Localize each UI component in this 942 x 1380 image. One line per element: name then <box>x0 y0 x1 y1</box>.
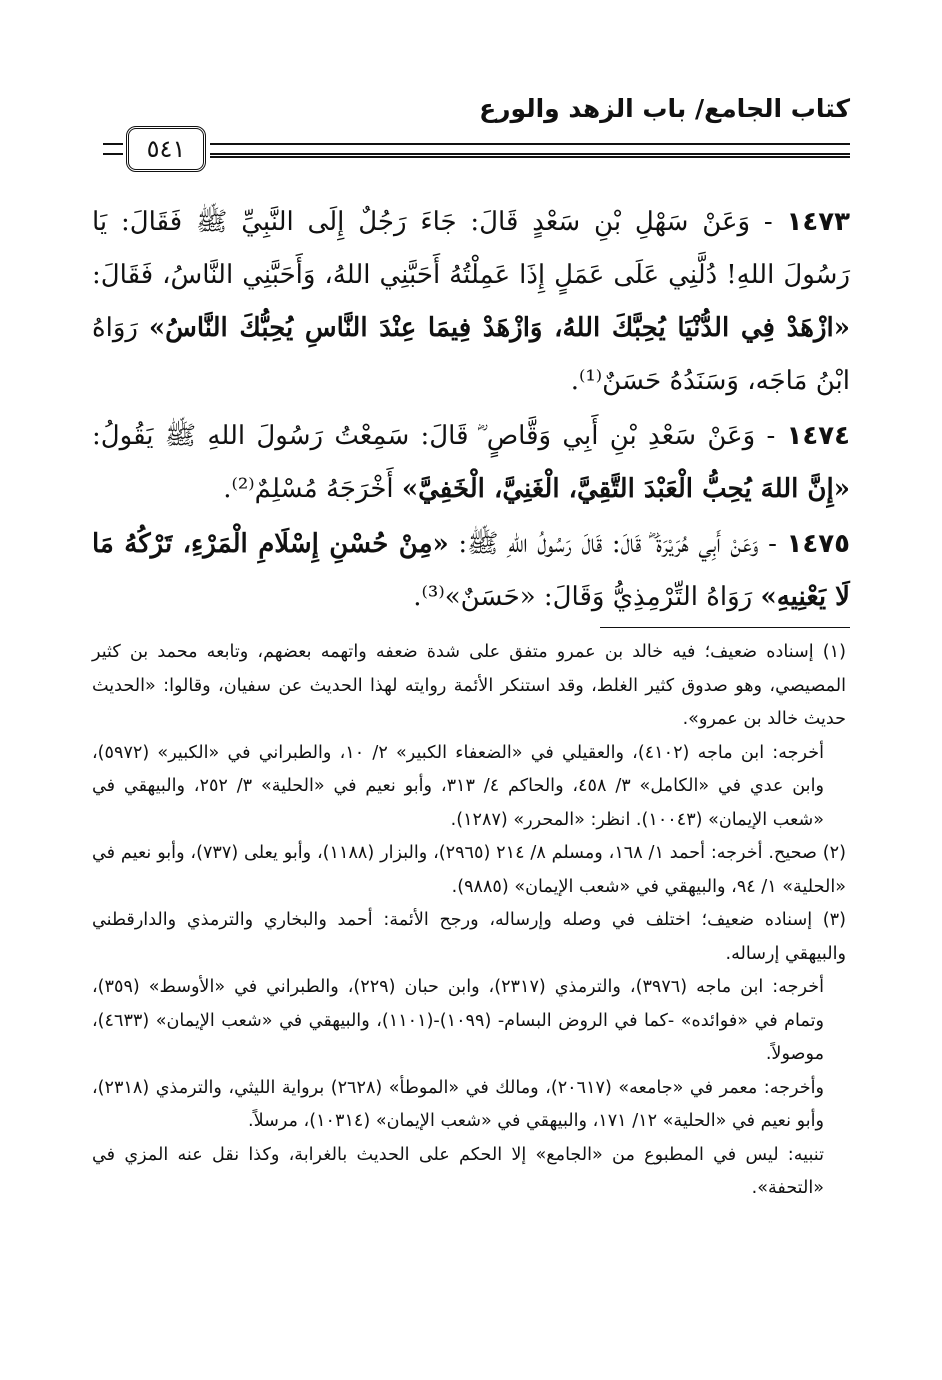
hadith-paragraph <box>92 518 850 624</box>
footnote-separator <box>600 627 850 628</box>
hadith-paragraph <box>92 410 850 516</box>
header-rule-thin <box>210 156 850 160</box>
page-number: ٥٤١ <box>146 135 186 163</box>
footnote-3-mursal-sources: وأخرجه: معمر في «جامعه» (٢٠٦١٧)، ومالك في «الموطأ» (٢٦٢٨) برواية الليثي، والترمذي (٢٣١٨)، وأبو نعيم في «الحلية» ١٢/ ١٧١، والبيهقي في «شعب الإيمان» (١٠٣١٤)، مرسلاً. <box>92 1077 824 1131</box>
hadith-paragraph <box>92 196 850 408</box>
hadith-intro: - وَعَنْ سَعْدِ بْنِ أَبِي وَقَّاصٍ ؓ قَالَ: سَمِعْتُ رَسُولَ اللهِ ﷺ يَقُولُ: <box>92 421 787 451</box>
hadith-quote: «مِنْ حُسْنِ إِسْلَامِ الْمَرْءِ، تَرْكُهُ مَا لَا يَعْنِيهِ» <box>92 529 850 612</box>
footnote-3: (٣) إسناده ضعيف؛ اختلف في وصله وإرساله، ورجح الأئمة: أحمد والبخاري والترمذي والدارقطني والبيهقي إرساله. <box>92 910 846 964</box>
footnote-1: (١) إسناده ضعيف؛ فيه خالد بن عمرو متفق على شدة ضعفه واتهمه بعضهم، وتابعه محمد بن كثير المصيصي، وهو صدوق كثير الغلط، وقد استنكر الأئمة روايته لهذا الحديث عن سفيان، وقالوا: «الحديث حديث خالد بن عمرو». <box>92 642 846 729</box>
page-number-box <box>126 126 206 172</box>
header-rule <box>210 143 850 155</box>
hadith-number: ١٤٧٤ <box>786 421 850 451</box>
footnote-3-note: تنبيه: ليس في المطبوع من «الجامع» إلا الحكم على الحديث بالغرابة، وكذا نقل عنه المزي في «التحفة». <box>92 1144 824 1198</box>
hadith-source: أَخْرَجَهُ مُسْلِمٌ⁽²⁾. <box>223 474 402 504</box>
footnotes <box>92 636 846 1206</box>
hadith-quote: «ازْهَدْ فِي الدُّنْيَا يُحِبَّكَ اللهُ، وَازْهَدْ فِيمَا عِنْدَ النَّاسِ يُحِبُّكَ النَّاسُ» <box>148 313 851 343</box>
footnote-1-sources: أخرجه: ابن ماجه (٤١٠٢)، والعقيلي في «الضعفاء الكبير» ٢/ ١٠، والطبراني في «الكبير» (٥٩٧٢)، وابن عدي في «الكامل» ٣/ ٤٥٨، والحاكم ٤/ ٣١٣، وأبو نعيم في «الحلية» ٣/ ٢٥٢، والبيهقي في «شعب الإيمان» (١٠٠٤٣). انظر: «المحرر» (١٢٨٧). <box>92 742 824 830</box>
header-rule-left <box>103 143 123 155</box>
hadith-intro: - وَعَنْ سَهْلِ بْنِ سَعْدٍ قَالَ: جَاءَ رَجُلٌ إِلَى النَّبِيِّ ﷺ فَقَالَ: يَا رَسُولَ اللهِ! دُلَّنِي عَلَى عَمَلٍ إِذَا عَمِلْتُهُ أَحَبَّنِي اللهُ، وَأَحَبَّنِي النَّاسُ، فَقَالَ: <box>92 207 850 290</box>
footnote-2: (٢) صحيح. أخرجه: أحمد ١/ ١٦٨، ومسلم ٨/ ٢١٤ (٢٩٦٥)، والبزار (١١٨٨)، وأبو يعلى (٧٣٧)، وأبو نعيم في «الحلية» ١/ ٩٤، والبيهقي في «شعب الإيمان» (٩٨٨٥). <box>92 843 846 897</box>
hadith-number: ١٤٧٥ <box>786 529 850 559</box>
hadith-source: رَوَاهُ التِّرْمِذِيُّ وَقَالَ: «حَسَنٌ»⁽³⁾. <box>413 582 761 612</box>
main-text <box>92 196 850 626</box>
hadith-intro: - وَعَنْ أَبِي هُرَيْرَةَ ؓ قَالَ: قَالَ رَسُولُ اللهِ ﷺ: <box>448 529 787 559</box>
hadith-number: ١٤٧٣ <box>786 207 850 237</box>
footnote-3-connected-sources: أخرجه: ابن ماجه (٣٩٧٦)، والترمذي (٢٣١٧)، وابن حبان (٢٢٩)، والطبراني في «الأوسط» (٣٥٩)، وتمام في «فوائده» -كما في الروض البسام- (١٠٩٩)-(١١٠١)، والبيهقي في «شعب الإيمان» (٤٦٣٣)، موصولاً. <box>92 977 824 1064</box>
running-header: كتاب الجامع/ باب الزهد والورع <box>479 94 850 123</box>
hadith-source: رَوَاهُ ابْنُ مَاجَه، وَسَنَدُهُ حَسَنٌ⁽¹⁾. <box>92 313 850 396</box>
hadith-quote: «إِنَّ اللهَ يُحِبُّ الْعَبْدَ التَّقِيَّ، الْغَنِيَّ، الْخَفِيَّ» <box>401 474 850 504</box>
